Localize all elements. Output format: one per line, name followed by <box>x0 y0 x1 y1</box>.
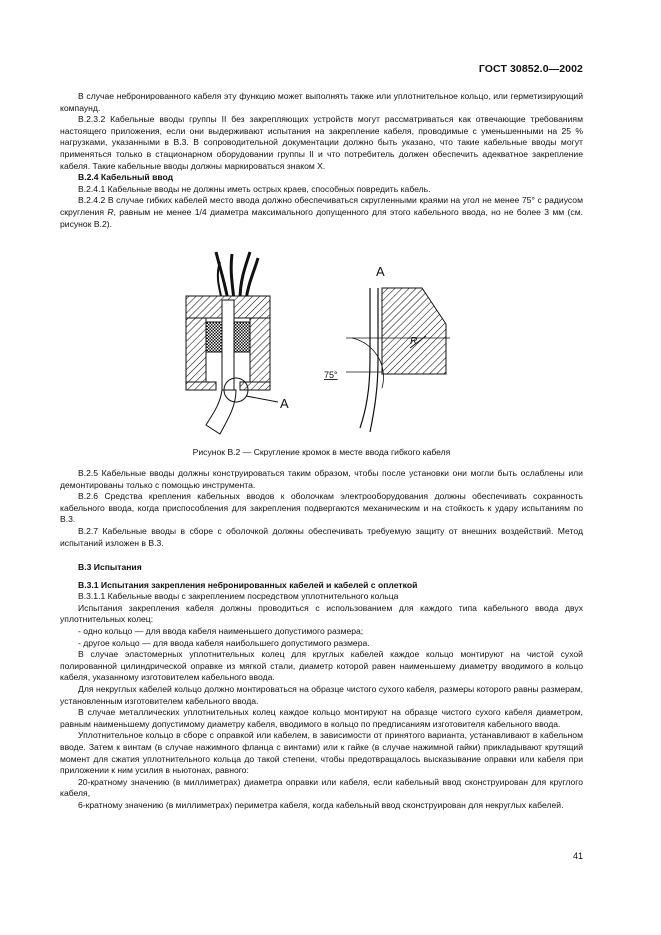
radius-variable: R <box>107 206 114 217</box>
paragraph-part: , равным не менее 1/4 диаметра максимального допущенного для этого кабельного ввода, но не более 3 мм (см. рисунок В.2). <box>60 206 583 229</box>
paragraph: В.3.1.1 Кабельные вводы с закреплением посредством уплотнительного кольца <box>78 591 399 602</box>
list-item: - другое кольцо — для ввода кабеля наибольшего допустимого размера. <box>78 637 370 648</box>
paragraph: В.2.3.2 Кабельные вводы группы II без закрепляющих устройств могут рассматриваться как отвечающие требованиям настоящего приложения, если они выдерживают испытания на закрепление кабеля, проводимые с уменьшенными на 25 % нагрузками, указанными в В.3. В сопроводительной документации должно быть указано, что такие кабельные вводы могут применяться только в стационарном оборудовании группы II и что потребитель должен обеспечить адекватное закрепление кабеля. Такие кабельные вводы должны маркироваться знаком X. <box>60 114 583 171</box>
detail-a-view <box>324 264 450 432</box>
text-block-top <box>60 91 583 230</box>
paragraph: В.2.5 Кабельные вводы должны конструироваться таким образом, чтобы после установки они могли быть ослаблены или демонтированы только с помощью инструмента. <box>60 468 583 490</box>
figure-b2-drawing <box>160 240 510 440</box>
paragraph-part: В.2.4.2 В случае гибких кабелей место ввода должно обеспечиваться скругленными краями на угол не менее 75° с радиусом скругления <box>60 195 583 217</box>
list-item: - одно кольцо — для ввода кабеля наименьшего допустимого размера; <box>78 625 364 636</box>
paragraph: В случае металлических уплотнительных колец каждое кольцо монтируют на образце чистого сухого кабеля диаметром, равным наименьшему допустимому диаметру кабеля, вводимого в кольцо по предписаниям изготовителя кабельного ввода. <box>60 707 583 729</box>
subsection-heading-b31: В.3.1 Испытания закрепления небронированных кабелей и кабелей с оплеткой <box>78 579 418 590</box>
paragraph: Уплотнительное кольцо в сборе с оправкой или кабелем, в зависимости от принятого варианта, устанавливают в кабельном вводе. Затем к винтам (в случае нажимного фланца с винтами) или к гайке (в случае нажимной гайки) прикладывают крутящий момент для сжатия уплотнительного кольца до такой степени, чтобы предотвращалось высказывание оправки или кабеля при приложении к ним усилия в ньютонах, равного: <box>60 730 583 776</box>
paragraph: 20-кратному значению (в миллиметрах) диаметра оправки или кабеля, если кабельный ввод сконструирован для круглого кабеля, <box>60 776 583 799</box>
radius-label: R <box>410 336 418 347</box>
angle-label: 75° <box>324 370 338 380</box>
text-block-middle <box>60 468 583 549</box>
figure-b2 <box>160 240 510 440</box>
page-number: 41 <box>572 851 583 861</box>
section-heading-b24: В.2.4 Кабельный ввод <box>78 172 174 183</box>
paragraph: В случае эластомерных уплотнительных колец для круглых кабелей каждое кольцо монтируют на чистой сухой полированной цилиндрической оправке из мягкой стали, диаметр которой равен наименьшему диаметру вводимого в кольцо кабеля, указанному изготовителем кабельного ввода. <box>60 649 583 683</box>
figure-caption: Рисунок В.2 — Скругление кромок в месте ввода гибкого кабеля <box>192 447 451 457</box>
paragraph: 6-кратному значению (в миллиметрах) периметра кабеля, когда кабельный ввод сконструирован для некруглых кабелей. <box>78 799 564 810</box>
paragraph: В случае небронированного кабеля эту функцию может выполнять также или уплотнительное кольцо, или герметизирующий компаунд. <box>60 91 583 113</box>
paragraph: В.2.7 Кабельные вводы в сборе с оболочкой должны обеспечивать требуемую защиту от внешних воздействий. Метод испытаний изложен в В.3. <box>60 525 583 548</box>
section-heading-b3: В.3 Испытания <box>78 562 142 572</box>
paragraph: В.2.4.1 Кабельные вводы не должны иметь острых краев, способных повредить кабель. <box>78 183 431 194</box>
paragraph: В.2.6 Средства крепления кабельных вводов к оболочкам электрооборудования должны обеспечивать сохранность кабельного ввода, когда приспособления для закрепления подвергаются механическим и на стойкость к удару испытаниям по В.3. <box>60 491 583 525</box>
paragraph: Испытания закрепления кабеля должны проводиться с использованием для каждого типа кабельного ввода двух уплотнительных колец: <box>60 602 583 625</box>
paragraph: Для некруглых кабелей кольцо должно монтироваться на образце чистого сухого кабеля, размеры которого равны размерам, установленным изготовителем кабельного ввода. <box>60 683 583 706</box>
standard-number: ГОСТ 30852.0—2002 <box>478 63 583 75</box>
text-block-bottom <box>60 562 583 811</box>
paragraph-b242 <box>60 195 583 230</box>
detail-label-a-right: A <box>376 264 385 279</box>
detail-label-a-left: A <box>280 396 289 411</box>
gland-section-view <box>186 252 289 434</box>
